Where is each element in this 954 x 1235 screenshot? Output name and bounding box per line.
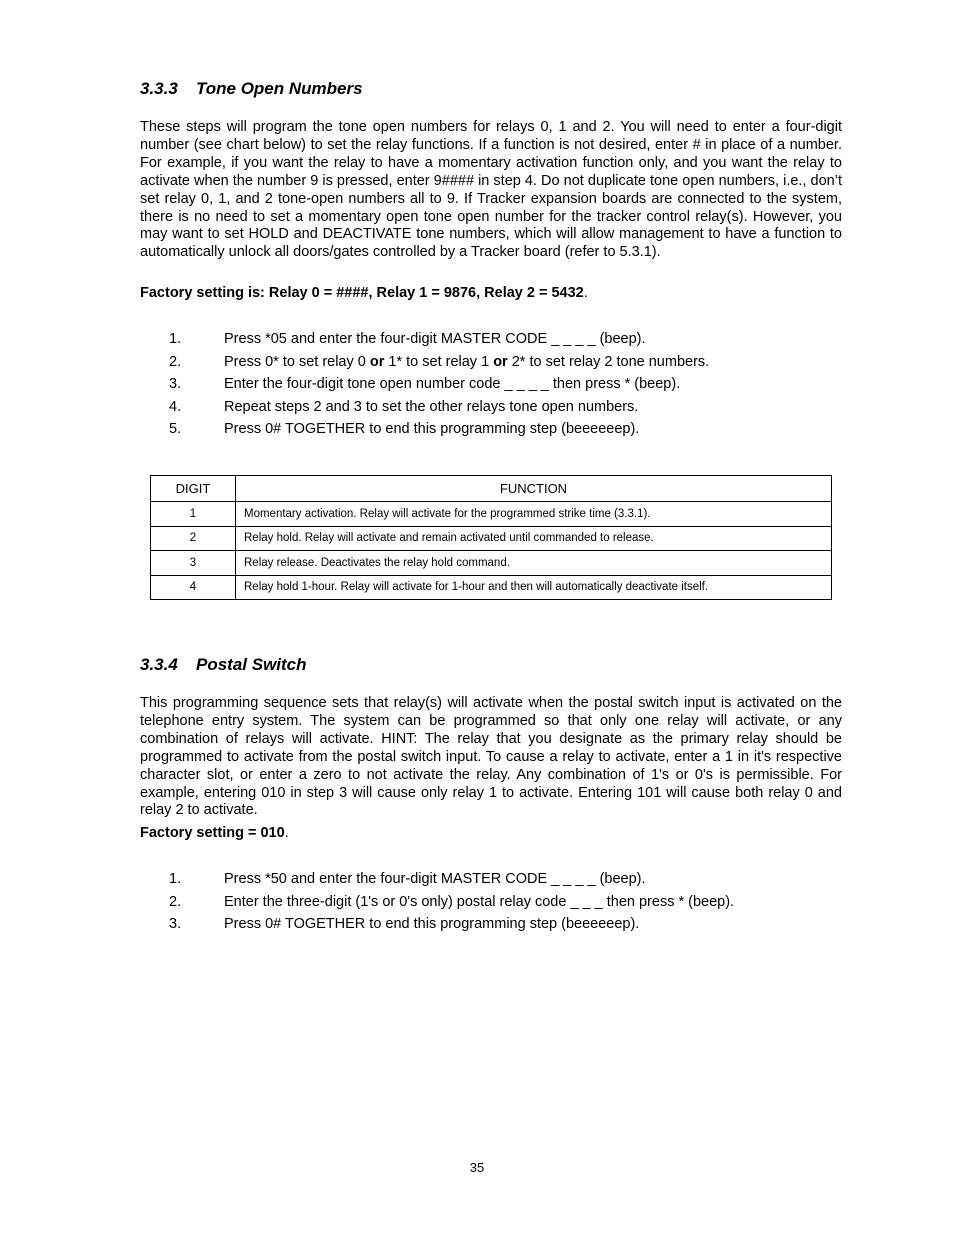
list-item: 1. Press *05 and enter the four-digit MASTER CODE _ _ _ _ (beep).	[169, 331, 646, 347]
factory-setting-text: Factory setting = 010	[140, 825, 285, 841]
function-cell: Relay hold 1-hour. Relay will activate for 1-hour and then will automatically deactivate itself.	[236, 575, 832, 600]
tone-open-steps-list	[140, 330, 842, 443]
digit-cell: 4	[151, 575, 236, 600]
factory-setting-text: Factory setting is: Relay 0 = ####, Relay 1 = 9876, Relay 2 = 5432	[140, 285, 584, 301]
column-header-function: FUNCTION	[236, 476, 832, 502]
section-heading-postal-switch	[140, 655, 307, 675]
postal-switch-factory-setting: Factory setting = 010.	[140, 825, 289, 841]
digit-cell: 3	[151, 551, 236, 576]
section-heading-tone-open-numbers	[140, 79, 363, 99]
section-number: 3.3.4	[140, 655, 178, 674]
digit-cell: 1	[151, 502, 236, 527]
table-row	[151, 575, 832, 600]
tone-open-factory-setting: Factory setting is: Relay 0 = ####, Relay 1 = 9876, Relay 2 = 5432.	[140, 285, 588, 301]
tone-open-intro-paragraph: These steps will program the tone open numbers for relays 0, 1 and 2. You will need to enter a four-digit number (see chart below) to set the relay functions. If a function is not desired, enter # in place of a number. For example, if you want the relay to have a momentary activation function only, and you want the relay to activate when the number 9 is pressed, enter 9#### in step 4. Do not duplicate tone open numbers, i.e., don’t set relay 0, 1, and 2 tone-open numbers all to 9. If Tracker expansion boards are connected to the system, there is no need to set a momentary open tone open number for the tracker control relay(s). However, you may want to set HOLD and DEACTIVATE tone numbers, which will allow management to have a function to automatically unlock all doors/gates controlled by a Tracker board (refer to 5.3.1).	[140, 119, 842, 261]
column-header-digit: DIGIT	[151, 476, 236, 502]
list-item: 3. Press 0# TOGETHER to end this programming step (beeeeeep).	[169, 916, 640, 933]
list-item: 3. Enter the four-digit tone open number code _ _ _ _ then press * (beep).	[169, 376, 681, 393]
digit-cell: 2	[151, 526, 236, 551]
postal-switch-steps-list	[140, 870, 842, 938]
section-title: Postal Switch	[196, 655, 307, 674]
section-number: 3.3.3	[140, 79, 178, 98]
table-row	[151, 502, 832, 527]
section-title: Tone Open Numbers	[196, 79, 363, 98]
list-item: 4. Repeat steps 2 and 3 to set the other relays tone open numbers.	[169, 398, 639, 415]
function-cell: Relay hold. Relay will activate and remain activated until commanded to release.	[236, 526, 832, 551]
table-row	[151, 551, 832, 576]
function-cell: Relay release. Deactivates the relay hold command.	[236, 551, 832, 576]
function-cell: Momentary activation. Relay will activate for the programmed strike time (3.3.1).	[236, 502, 832, 527]
table-row	[151, 526, 832, 551]
list-item: 1. Press *50 and enter the four-digit MASTER CODE _ _ _ _ (beep).	[169, 871, 646, 887]
table-header-row	[151, 476, 832, 502]
digit-function-table	[150, 475, 832, 600]
postal-switch-intro-paragraph: This programming sequence sets that relay(s) will activate when the postal switch input is activated on the telephone entry system. The system can be programmed so that only one relay will activate, or any combination of relays will activate. HINT: The relay that you designate as the primary relay should be programmed to activate from the postal switch input. To cause a relay to activate, enter a 1 in it's respective character slot, or enter a zero to not activate the relay. Any combination of 1's or 0's is permissible. For example, entering 010 in step 3 will cause only relay 1 to activate. Entering 101 will cause both relay 0 and relay 2 to activate.	[140, 695, 842, 819]
list-item: 2. Press 0* to set relay 0 or 1* to set relay 1 or 2* to set relay 2 tone numbers.	[169, 353, 710, 370]
list-item: 2. Enter the three-digit (1's or 0's only) postal relay code _ _ _ then press * (beep).	[169, 893, 735, 910]
list-item: 5. Press 0# TOGETHER to end this programming step (beeeeeep).	[169, 421, 640, 438]
page-number: 35	[469, 1160, 485, 1175]
